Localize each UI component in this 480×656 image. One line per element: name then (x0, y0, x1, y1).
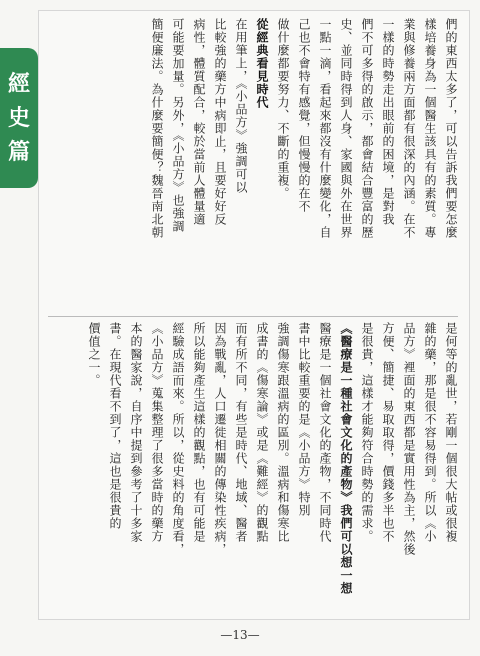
text-column: 樣培養身為一個醫生該具有的素質。專 (423, 18, 437, 239)
text-column: 一樣的時勢走出眼前的困境，是對我 (381, 18, 395, 226)
section-heading: 《醫療是一種社會文化的產物》我們可以想一想 (339, 322, 353, 595)
text-column: 雜的藥，那是很不容易得到。所以《小 (423, 322, 437, 543)
text-column: 強調傷寒跟溫病的區別。溫病和傷寒比 (276, 322, 290, 543)
text-column: 是很貴，這樣才能夠符合時勢的需求。 (360, 322, 374, 543)
top-text-block (48, 18, 458, 308)
text-column: 們的東西太多了，可以告訴我們要怎麼 (444, 18, 458, 239)
text-column (443, 322, 458, 610)
section-tab-char-3: 篇 (7, 139, 30, 165)
text-column: 簡便廉法。為什麼要簡便？魏晉南北朝 (150, 18, 164, 239)
text-column: 一點一滴，看起來都沒有什麼變化，自 (318, 18, 332, 239)
text-column: 醫療是一個社會文化的產物，不同時代 (318, 322, 332, 543)
text-column: 價值之一。 (87, 322, 101, 387)
text-column: 所以能夠產生這樣的觀點，也有可能是 (192, 322, 206, 543)
text-column: 因為戰亂，人口遷徙相關的傳染性疾病， (213, 322, 227, 556)
text-column: 書中比較重要的是《小品方》特別 (297, 322, 311, 517)
section-tab-char-2: 史 (7, 105, 30, 131)
section-divider (48, 316, 458, 317)
text-column: 《小品方》蒐集整理了很多當時的藥方 (150, 322, 164, 543)
text-column: 做什麼都要努力、不斷的重複。 (276, 18, 290, 200)
section-heading: 從經典看見時代 (255, 18, 269, 109)
text-column: 己也不會特有感覺，但慢慢的在不 (297, 18, 311, 213)
section-tab (0, 48, 38, 188)
text-column: 們不可多得的啟示，都會結合豐富的歷 (360, 18, 374, 239)
text-column: 比較強的藥方中病即止，且要好好反 (213, 18, 227, 226)
section-tab-char-1: 經 (7, 71, 30, 97)
text-column: 史、並同時得到人身、家國與外在世界 (339, 18, 353, 239)
text-column: 經驗成語而來。所以，從史料的角度看， (171, 322, 185, 556)
text-column: 本的醫家說，自序中提到參考了十多家 (129, 322, 143, 543)
text-column: 病性，體質配合，較於當前人體量適 (192, 18, 206, 226)
text-column: 而有所不同，有些是時代、地域、醫者 (234, 322, 248, 543)
text-column: 品方》裡面的東西都是實用性為主，然後 (402, 322, 416, 556)
text-column: 成書的《傷寒論》或是《難經》的觀點 (255, 322, 269, 543)
text-column: 可能要加量。另外，《小品方》也強調 (171, 18, 185, 233)
text-column: 業與修養兩方面都有很深的內涵。在不 (402, 18, 416, 239)
page-number: —13— (220, 628, 260, 642)
bottom-right-hidden-placeholder (260, 322, 458, 612)
text-column: 是何等的亂世，若剛一個很大帖或很複 (444, 322, 458, 543)
text-column: 在用筆上，《小品方》強調可以 (234, 18, 248, 194)
text-column: 方便、簡捷、易取取得，價錢多半也不 (381, 322, 395, 543)
text-column: 書。在現代看不到了，這也是很貴的 (108, 322, 122, 530)
